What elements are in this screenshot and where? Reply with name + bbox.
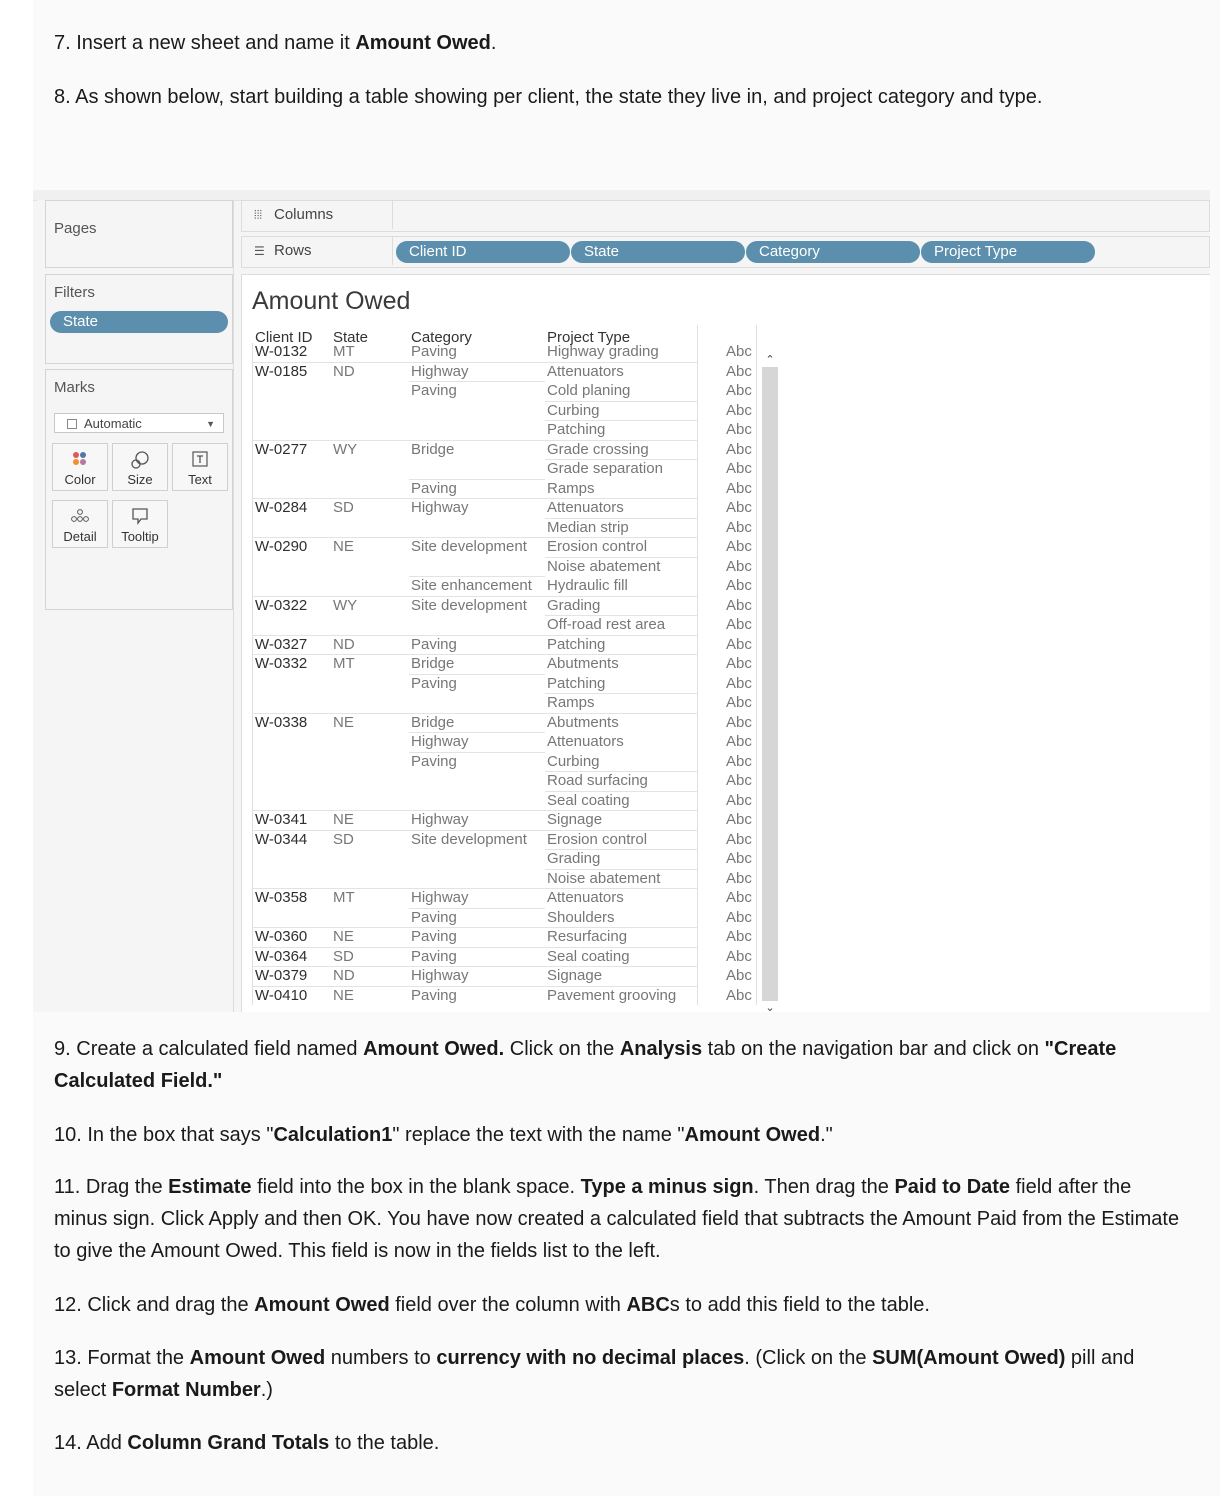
- header-state[interactable]: State: [333, 329, 369, 346]
- row-divider: [545, 557, 697, 558]
- cell-project-type[interactable]: Attenuators: [547, 499, 624, 516]
- table-row: [252, 810, 772, 830]
- step-emphasis: Amount Owed: [254, 1294, 390, 1316]
- filter-pill-state[interactable]: State: [50, 311, 228, 333]
- instruction-step: [54, 81, 1184, 113]
- cell-value[interactable]: Abc: [726, 635, 752, 653]
- cell-project-type[interactable]: Signage: [547, 967, 603, 984]
- table-row: [252, 966, 772, 986]
- cell-project-type[interactable]: Median strip: [547, 518, 629, 536]
- cell-project-type[interactable]: Cold planing: [547, 382, 631, 399]
- cell-value[interactable]: Abc: [726, 694, 752, 711]
- table-row: [252, 440, 772, 460]
- column-divider: [697, 325, 698, 1005]
- row-divider: [545, 693, 697, 694]
- row-divider: [409, 908, 545, 909]
- cell-value[interactable]: Abc: [726, 616, 752, 633]
- cell-project-type[interactable]: Abutments: [547, 713, 619, 731]
- color-icon: [53, 450, 107, 468]
- table-row: [252, 557, 772, 577]
- cell-category[interactable]: Highway: [411, 967, 469, 984]
- cell-value[interactable]: Abc: [726, 518, 752, 536]
- cell-value[interactable]: Abc: [726, 967, 752, 984]
- cell-category[interactable]: Paving: [411, 674, 457, 692]
- cell-category[interactable]: Highway: [411, 811, 469, 828]
- step-number: 10.: [54, 1124, 88, 1146]
- row-divider: [252, 927, 697, 928]
- step-number: 14.: [54, 1432, 87, 1454]
- cell-category[interactable]: Bridge: [411, 440, 455, 458]
- cell-project-type[interactable]: Erosion control: [547, 538, 648, 555]
- cell-project-type[interactable]: Ramps: [547, 479, 595, 497]
- cell-project-type[interactable]: Grading: [547, 850, 601, 867]
- cell-value[interactable]: Abc: [726, 499, 752, 516]
- cell-project-type[interactable]: Seal coating: [547, 947, 630, 965]
- row-divider: [252, 635, 697, 636]
- step-text: numbers to: [325, 1347, 437, 1369]
- rows-shelf[interactable]: [241, 236, 1210, 268]
- cell-state[interactable]: SD: [333, 947, 354, 965]
- cell-project-type[interactable]: Curbing: [547, 752, 600, 770]
- cell-value[interactable]: Abc: [726, 538, 752, 555]
- table-row: [252, 927, 772, 947]
- table-row: [252, 791, 772, 811]
- cell-state[interactable]: NE: [333, 538, 354, 555]
- cell-client-id[interactable]: W-0344: [255, 830, 308, 848]
- detail-icon: [53, 507, 107, 525]
- scroll-thumb[interactable]: [762, 367, 778, 1001]
- cell-project-type[interactable]: Attenuators: [547, 733, 624, 750]
- row-divider: [409, 381, 545, 382]
- row-divider: [252, 966, 697, 967]
- cell-value[interactable]: Abc: [726, 382, 752, 399]
- cell-project-type[interactable]: Road surfacing: [547, 772, 648, 789]
- row-divider: [545, 869, 697, 870]
- instruction-step: [54, 1033, 1184, 1097]
- instruction-step: [54, 27, 1184, 59]
- step-emphasis: currency with no decimal places: [436, 1347, 745, 1369]
- cell-project-type[interactable]: Patching: [547, 421, 606, 438]
- rows-pill-state[interactable]: State: [571, 241, 745, 263]
- table-row: [252, 635, 772, 655]
- cell-value[interactable]: Abc: [726, 830, 752, 848]
- chevron-down-icon: ▼: [206, 419, 215, 429]
- cell-project-type[interactable]: Hydraulic fill: [547, 577, 628, 594]
- cell-category[interactable]: Paving: [411, 343, 457, 360]
- cell-project-type[interactable]: Erosion control: [547, 830, 648, 848]
- table-row: [252, 362, 772, 382]
- cell-project-type[interactable]: Pavement grooving: [547, 986, 677, 1004]
- cell-project-type[interactable]: Off-road rest area: [547, 616, 666, 633]
- cell-state[interactable]: ND: [333, 635, 355, 653]
- row-divider: [545, 420, 697, 421]
- row-divider: [409, 479, 545, 480]
- cell-client-id[interactable]: W-0322: [255, 596, 308, 614]
- cell-value[interactable]: Abc: [726, 362, 752, 380]
- row-divider: [545, 459, 697, 460]
- table-row: [252, 869, 772, 889]
- rows-shelf-label: ☰ Rows: [246, 237, 393, 265]
- cell-category[interactable]: Paving: [411, 928, 457, 945]
- row-divider: [545, 401, 697, 402]
- cell-value[interactable]: Abc: [726, 655, 752, 672]
- cell-state[interactable]: MT: [333, 343, 355, 360]
- cell-state[interactable]: WY: [333, 440, 358, 458]
- table-row: [252, 342, 772, 362]
- cell-value[interactable]: Abc: [726, 577, 752, 594]
- table-row: [252, 713, 772, 733]
- tooltip-icon: [113, 507, 167, 525]
- cell-value[interactable]: Abc: [726, 440, 752, 458]
- rows-icon: ☰: [254, 244, 265, 258]
- instruction-step: [54, 1289, 1184, 1321]
- instruction-step: [54, 1342, 1184, 1406]
- rows-pill-category[interactable]: Category: [746, 241, 920, 263]
- step-text: s to add this field to the table.: [669, 1294, 930, 1316]
- step-text: Add: [86, 1432, 128, 1454]
- table-row: [252, 849, 772, 869]
- step-text: .": [820, 1124, 833, 1146]
- vertical-scrollbar[interactable]: [762, 354, 778, 1014]
- step-emphasis: Amount Owed: [684, 1124, 821, 1146]
- table-row: [252, 537, 772, 557]
- cell-value[interactable]: Abc: [726, 733, 752, 750]
- detail-label: Detail: [63, 529, 97, 544]
- cell-value[interactable]: Abc: [726, 791, 752, 809]
- cell-category[interactable]: Paving: [411, 986, 457, 1004]
- marks-card: [45, 369, 233, 610]
- cell-client-id[interactable]: W-0185: [255, 362, 308, 380]
- cell-project-type[interactable]: Grade separation: [547, 460, 663, 477]
- automatic-icon: [67, 419, 77, 429]
- tooltip-label: Tooltip: [121, 529, 159, 544]
- step-emphasis: Calculation1: [273, 1124, 393, 1146]
- cell-value[interactable]: Abc: [726, 713, 752, 731]
- scroll-up-icon[interactable]: ⌃: [765, 354, 775, 366]
- cell-client-id[interactable]: W-0358: [255, 889, 308, 906]
- table-row: [252, 693, 772, 713]
- pages-card: [45, 200, 233, 268]
- marks-type-label: Automatic: [84, 416, 142, 431]
- cell-project-type[interactable]: Ramps: [547, 694, 595, 711]
- step-emphasis: Analysis: [619, 1038, 703, 1060]
- cell-client-id[interactable]: W-0364: [255, 947, 308, 965]
- cell-value[interactable]: Abc: [726, 908, 752, 926]
- cell-project-type[interactable]: Attenuators: [547, 362, 624, 380]
- step-text: Click on the: [504, 1038, 620, 1060]
- cell-project-type[interactable]: Highway grading: [547, 343, 659, 360]
- table-row: [252, 459, 772, 479]
- cell-state[interactable]: NE: [333, 928, 354, 945]
- step-number: 7.: [54, 32, 77, 54]
- table-row: [252, 518, 772, 538]
- cell-category[interactable]: Paving: [411, 908, 457, 926]
- step-emphasis: Estimate: [168, 1176, 252, 1198]
- cell-value[interactable]: Abc: [726, 479, 752, 497]
- detail-button[interactable]: [52, 500, 108, 548]
- step-number: 9.: [54, 1038, 77, 1060]
- cell-category[interactable]: Bridge: [411, 713, 455, 731]
- cell-value[interactable]: Abc: [726, 421, 752, 438]
- step-number: 12.: [54, 1294, 88, 1316]
- step-text: tab on the navigation bar and click on: [702, 1038, 1045, 1060]
- instruction-step: [54, 1119, 1184, 1151]
- table-row: [252, 596, 772, 616]
- cell-category[interactable]: Paving: [411, 947, 457, 965]
- cell-value[interactable]: Abc: [726, 343, 752, 360]
- step-text: Insert a new sheet and name it: [76, 32, 356, 54]
- table-row: [252, 732, 772, 752]
- table-row: [252, 479, 772, 499]
- step-text: to the table.: [329, 1432, 440, 1454]
- table-row: [252, 381, 772, 401]
- step-emphasis: Type a minus sign: [580, 1176, 754, 1198]
- column-divider: [756, 325, 757, 1005]
- cell-value[interactable]: Abc: [726, 460, 752, 477]
- sheet-title: Amount Owed: [252, 287, 411, 315]
- step-emphasis: Column Grand Totals: [127, 1432, 330, 1454]
- table-row: [252, 615, 772, 635]
- cell-value[interactable]: Abc: [726, 596, 752, 614]
- step-text: Drag the: [85, 1176, 169, 1198]
- step-text: field over the column with: [389, 1294, 627, 1316]
- color-label: Color: [64, 472, 96, 487]
- table-row: [252, 674, 772, 694]
- cell-client-id[interactable]: W-0284: [255, 499, 308, 516]
- row-divider: [252, 440, 697, 441]
- cell-value[interactable]: Abc: [726, 928, 752, 945]
- step-text: field after the minus sign. Click Apply and then OK. You have now created a calculated field that subtracts the Amount Paid from the Estimate to give the Amount Owed. This field is now in the fields list to the left.: [54, 1176, 1180, 1262]
- cell-value[interactable]: Abc: [726, 752, 752, 770]
- rows-pill-project-type[interactable]: Project Type: [921, 241, 1095, 263]
- row-divider: [545, 518, 697, 519]
- table-row: [252, 908, 772, 928]
- cell-project-type[interactable]: Signage: [547, 811, 603, 828]
- table-row: [252, 401, 772, 421]
- table-row: [252, 888, 772, 908]
- cell-value[interactable]: Abc: [726, 889, 752, 906]
- row-divider: [252, 498, 697, 499]
- cell-category[interactable]: Paving: [411, 479, 457, 497]
- cell-category[interactable]: Highway: [411, 733, 469, 750]
- row-divider: [252, 362, 697, 363]
- cell-state[interactable]: ND: [333, 967, 355, 984]
- cell-value[interactable]: Abc: [726, 869, 752, 887]
- row-divider: [545, 849, 697, 850]
- cell-category[interactable]: Site development: [411, 830, 527, 848]
- table-left-border: [252, 343, 253, 1005]
- cell-project-type[interactable]: Noise abatement: [547, 869, 661, 887]
- cell-project-type[interactable]: Attenuators: [547, 889, 624, 906]
- instruction-step: [54, 1171, 1184, 1267]
- step-text: " replace the text with the name ": [392, 1124, 685, 1146]
- cell-category[interactable]: Highway: [411, 889, 469, 906]
- step-number: 11.: [54, 1176, 86, 1198]
- cell-client-id[interactable]: W-0341: [255, 811, 308, 828]
- step-text: pill and select: [54, 1347, 1135, 1401]
- table-row: [252, 498, 772, 518]
- cell-state[interactable]: SD: [333, 499, 354, 516]
- cell-project-type[interactable]: Noise abatement: [547, 557, 661, 575]
- size-label: Size: [127, 472, 153, 487]
- filters-card: [45, 274, 233, 364]
- tableau-screenshot: [33, 190, 1210, 1012]
- row-divider: [409, 674, 545, 675]
- cell-value[interactable]: Abc: [726, 850, 752, 867]
- cell-state[interactable]: MT: [333, 889, 355, 906]
- cell-category[interactable]: Paving: [411, 382, 457, 399]
- cell-category[interactable]: Paving: [411, 752, 457, 770]
- tooltip-button[interactable]: [112, 500, 168, 548]
- row-divider: [545, 771, 697, 772]
- table-row: [252, 830, 772, 850]
- step-emphasis: Format Number: [111, 1379, 261, 1401]
- cell-client-id[interactable]: W-0332: [255, 655, 308, 672]
- cell-project-type[interactable]: Curbing: [547, 401, 600, 419]
- filters-card-title: Filters: [54, 284, 95, 301]
- cell-client-id[interactable]: W-0338: [255, 713, 308, 731]
- step-text: . (Click on the: [744, 1347, 873, 1369]
- step-emphasis: SUM(Amount Owed): [872, 1347, 1066, 1369]
- step-text: Click and drag the: [87, 1294, 255, 1316]
- row-divider: [409, 752, 545, 753]
- cell-project-type[interactable]: Grading: [547, 596, 601, 614]
- marks-type-dropdown[interactable]: [54, 413, 224, 433]
- color-button[interactable]: [52, 443, 108, 491]
- row-divider: [252, 947, 697, 948]
- row-divider: [409, 576, 545, 577]
- cell-project-type[interactable]: Grade crossing: [547, 440, 649, 458]
- header-client-id[interactable]: Client ID: [255, 329, 313, 346]
- cell-value[interactable]: Abc: [726, 772, 752, 789]
- step-text: . Then drag the: [753, 1176, 895, 1198]
- text-button[interactable]: [172, 443, 228, 491]
- columns-shelf-label: ⦙⦙⦙ Columns: [246, 201, 393, 229]
- step-emphasis: Amount Owed: [355, 32, 491, 54]
- scroll-down-icon[interactable]: ⌄: [765, 1002, 775, 1014]
- size-button[interactable]: [112, 443, 168, 491]
- row-divider: [545, 791, 697, 792]
- row-divider: [252, 713, 697, 714]
- step-text: field into the box in the blank space.: [251, 1176, 581, 1198]
- step-text: As shown below, start building a table showing per client, the state they live in, and project category and type.: [75, 86, 1043, 108]
- step-text: In the box that says ": [87, 1124, 274, 1146]
- text-label: Text: [188, 472, 212, 487]
- cell-client-id[interactable]: W-0410: [255, 986, 308, 1004]
- cell-client-id[interactable]: W-0360: [255, 928, 308, 945]
- cell-state[interactable]: ND: [333, 362, 355, 380]
- cell-project-type[interactable]: Resurfacing: [547, 928, 628, 945]
- table-row: [252, 654, 772, 674]
- table-row: [252, 771, 772, 791]
- cell-category[interactable]: Paving: [411, 635, 457, 653]
- cell-state[interactable]: WY: [333, 596, 358, 614]
- cell-project-type[interactable]: Shoulders: [547, 908, 615, 926]
- cell-client-id[interactable]: W-0379: [255, 967, 308, 984]
- step-emphasis: "Create Calculated Field.": [54, 1038, 1117, 1092]
- row-divider: [252, 537, 697, 538]
- table-row: [252, 947, 772, 967]
- step-number: 8.: [54, 86, 76, 108]
- pages-card-title: Pages: [54, 220, 97, 237]
- cell-state[interactable]: NE: [333, 713, 354, 731]
- table-row: [252, 420, 772, 440]
- cell-client-id[interactable]: W-0327: [255, 635, 308, 653]
- cell-category[interactable]: Highway: [411, 499, 469, 516]
- cell-category[interactable]: Highway: [411, 362, 469, 380]
- step-number: 13.: [54, 1347, 88, 1369]
- cell-value[interactable]: Abc: [726, 986, 752, 1004]
- cell-value[interactable]: Abc: [726, 557, 752, 575]
- cell-state[interactable]: NE: [333, 811, 354, 828]
- row-divider: [252, 830, 697, 831]
- cell-client-id[interactable]: W-0132: [255, 343, 308, 360]
- cell-state[interactable]: SD: [333, 830, 354, 848]
- row-divider: [252, 810, 697, 811]
- cell-value[interactable]: Abc: [726, 811, 752, 828]
- columns-icon: ⦙⦙⦙: [254, 208, 263, 222]
- cell-state[interactable]: NE: [333, 986, 354, 1004]
- cell-project-type[interactable]: Abutments: [547, 655, 619, 672]
- step-text: Create a calculated field named: [76, 1038, 364, 1060]
- step-emphasis: ABC: [626, 1294, 670, 1316]
- row-divider: [545, 615, 697, 616]
- cell-value[interactable]: Abc: [726, 947, 752, 965]
- left-pane: [37, 200, 234, 1012]
- step-text: .): [260, 1379, 273, 1401]
- step-text: .: [490, 32, 497, 54]
- cell-project-type[interactable]: Patching: [547, 674, 606, 692]
- step-emphasis: Amount Owed.: [363, 1038, 505, 1060]
- cell-value[interactable]: Abc: [726, 401, 752, 419]
- row-divider: [252, 986, 697, 987]
- cell-category[interactable]: Site development: [411, 596, 527, 614]
- cell-project-type[interactable]: Patching: [547, 635, 606, 653]
- step-text: Format the: [87, 1347, 190, 1369]
- cell-state[interactable]: MT: [333, 655, 355, 672]
- cell-category[interactable]: Site development: [411, 538, 527, 555]
- cell-project-type[interactable]: Seal coating: [547, 791, 630, 809]
- view-area: [241, 274, 1210, 1012]
- cell-value[interactable]: Abc: [726, 674, 752, 692]
- cell-client-id[interactable]: W-0277: [255, 440, 308, 458]
- marks-card-title: Marks: [54, 379, 95, 396]
- row-divider: [252, 888, 697, 889]
- cell-category[interactable]: Site enhancement: [411, 577, 532, 594]
- cell-category[interactable]: Bridge: [411, 655, 455, 672]
- rows-pill-client-id[interactable]: Client ID: [396, 241, 570, 263]
- row-divider: [252, 654, 697, 655]
- size-icon: [113, 450, 167, 468]
- header-project-type[interactable]: Project Type: [547, 329, 631, 346]
- columns-shelf[interactable]: [241, 200, 1210, 232]
- text-icon: [173, 450, 227, 468]
- table-row: [252, 576, 772, 596]
- row-divider: [409, 732, 545, 733]
- table-row: [252, 752, 772, 772]
- table-row: [252, 986, 772, 1006]
- step-emphasis: Amount Owed: [189, 1347, 326, 1369]
- row-divider: [252, 596, 697, 597]
- cell-client-id[interactable]: W-0290: [255, 538, 308, 555]
- instruction-step: [54, 1427, 1184, 1459]
- header-category[interactable]: Category: [411, 329, 472, 346]
- step-emphasis: Paid to Date: [894, 1176, 1011, 1198]
